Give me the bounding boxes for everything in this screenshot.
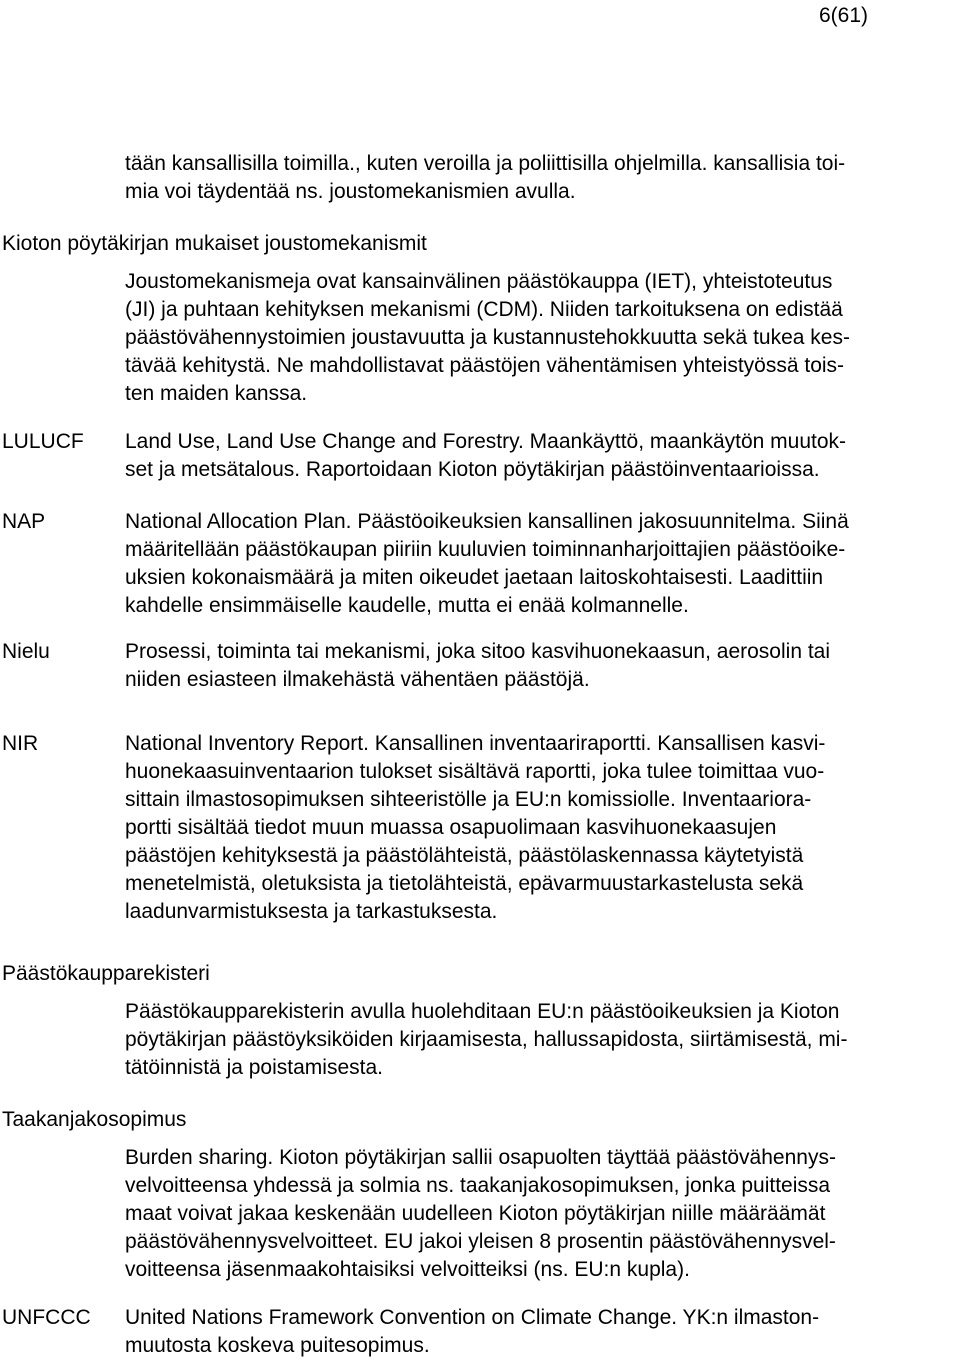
glossary-definition-lulucf: Land Use, Land Use Change and Forestry. Maankäyttö, maankäytön muutok- set ja metsätalous. Raportoidaan Kioton pöytäkirjan päästöinventaarioissa. <box>125 430 847 481</box>
glossary-term-emissions-registry: Päästökaupparekisteri <box>2 962 210 985</box>
glossary-term-nap: NAP <box>2 510 46 533</box>
glossary-definition-nap: National Allocation Plan. Päästöoikeuksien kansallinen jakosuunnitelma. Siinä määritellään päästökaupan piiriin kuuluvien toiminnanharjoittajien päästöoike- uksien kokonaismäärä ja miten oikeudet jaetaan laitoskohtaisesti. Laadittiin kahdelle ensimmäiselle kaudelle, mutta ei enää kolmannelle. <box>125 510 849 617</box>
glossary-definition-emissions-registry: Päästökaupparekisterin avulla huolehditaan EU:n päästöoikeuksien ja Kioton pöytäkirjan päästöyksiköiden kirjaamisesta, hallussapidosta, siirtämisestä, mi- tätöinnistä ja poistamisesta. <box>125 1000 848 1079</box>
glossary-definition-unfccc: United Nations Framework Convention on Climate Change. YK:n ilmaston- muutosta koskeva puitesopimus. <box>125 1306 820 1357</box>
glossary-definition-nielu: Prosessi, toiminta tai mekanismi, joka sitoo kasvihuonekaasun, aerosolin tai niiden esiasteen ilmakehästä vähentäen päästöjä. <box>125 640 831 691</box>
glossary-term-burden-sharing: Taakanjakosopimus <box>2 1108 187 1131</box>
glossary-definition-nir: National Inventory Report. Kansallinen inventaariraportti. Kansallisen kasvi- huonekaasuinventaarion tulokset sisältävä raportti, joka tulee toimittaa vuo- sittain ilmastosopimuksen sihteeristölle ja EU:n komissiolle. Inventaariora- portti sisältää tiedot muun muassa osapuolimaan kasvihuonekaasujen päästöjen kehityksestä ja päästölähteistä, päästölaskennassa käytetyistä menetelmistä, oletuksista ja tietolähteistä, epävarmuustarkastelusta sekä laadunvarmistuksesta ja tarkastuksesta. <box>125 732 826 923</box>
glossary-term-lulucf: LULUCF <box>2 430 84 453</box>
glossary-term-nir: NIR <box>2 732 39 755</box>
glossary-term-kyoto-mechanisms: Kioton pöytäkirjan mukaiset joustomekanismit <box>2 232 427 255</box>
glossary-definition-burden-sharing: Burden sharing. Kioton pöytäkirjan sallii osapuolten täyttää päästövähennys- velvoitteensa yhdessä ja solmia ns. taakanjakosopimuksen, jonka puitteissa maat voivat jakaa keskenään uudelleen Kioton pöytäkirjan niille määräämät päästövähennysvelvoitteet. EU jakoi yleisen 8 prosentin päästövähennysvel- voitteensa jäsenmaakohtaisiksi velvoitteiksi (ns. EU:n kupla). <box>125 1146 836 1281</box>
glossary-term-nielu: Nielu <box>2 640 50 663</box>
page-number: 6(61) <box>818 4 868 27</box>
glossary-term-unfccc: UNFCCC <box>2 1306 91 1329</box>
glossary-definition-kyoto-mechanisms: Joustomekanismeja ovat kansainvälinen päästökauppa (IET), yhteistoteutus (JI) ja puhtaan kehityksen mekanismi (CDM). Niiden tarkoituksena on edistää päästövähennystoimien joustavuutta ja kustannustehokkuutta sekä tukea kes- tävää kehitystä. Ne mahdollistavat päästöjen vähentämisen yhteistyössä tois- ten maiden kanssa. <box>125 270 850 405</box>
intro-paragraph: tään kansallisilla toimilla., kuten veroilla ja poliittisilla ohjelmilla. kansallisia toi- mia voi täydentää ns. joustomekanismien avulla. <box>125 152 846 203</box>
